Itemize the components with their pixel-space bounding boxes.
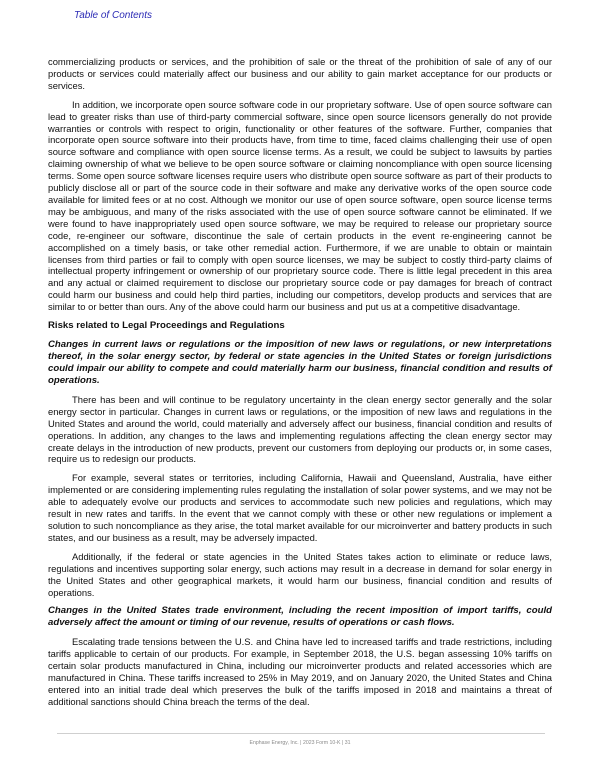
- paragraph-open-source: In addition, we incorporate open source software code in our proprietary software. Use of open source software can lead to greater risks than use of third-party commercial software, since open source licensors generally do not provide warranties or controls with respect to origin, functionality or other features of the software. Further, companies that incorporate open source software into their products have, from time to time, faced claims challenging their use of open source software and compliance with open source license terms. As a result, we could be subject to lawsuits by parties claiming ownership of what we believe to be open source software or claiming noncompliance with open source licensing terms. Some open source software licenses require users who distribute open source software as part of their products to publicly disclose all or part of the source code in their software and make any derivative works of the open source code available for limited fees or at no cost. Although we monitor our use of open source software, open source license terms may be ambiguous, and many of the risks associated with the use of open source software cannot be eliminated. If we were found to have inappropriately used open source software, we may be required to release our proprietary source code, re-engineer our software, discontinue the sale of certain products in the event re-engineering cannot be accomplished on a timely basis, or take other remedial action. Furthermore, if we are unable to obtain or maintain licenses from third parties or fail to comply with open source licenses, we may be subject to costly third-party claims of intellectual property infringement or ownership of our proprietary source code. There is little legal precedent in this area and any actual or claimed requirement to disclose our proprietary source code or pay damages for breach of contract could harm our business and could help third parties, including our competitors, develop products and services that are similar to or better than ours. Any of the above could harm our business and put us at a competitive disadvantage.: [48, 98, 552, 313]
- paragraph-continuation: commercializing products or services, and the prohibition of sale or the threat of the prohibition of sale of any of our products or services could materially affect our business and our ability to gain market acceptance for our products or services.: [48, 56, 552, 91]
- document-body: [48, 56, 552, 715]
- paragraph-state-rules-example: For example, several states or territories, including California, Hawaii and Queensland, Australia, have either implemented or are considering implementing rules regulating the installation of solar power systems, and we may not be able to adequately evolve our products and services to accommodate such new policies and regulations, which may result in new rates and tariffs. In the event that we cannot comply with these or other new regulations or implement a solution to such noncompliance as they arise, the total market available for our microinverter and battery products in such states, and our business as a result, may be adversely impacted.: [48, 472, 552, 543]
- risk-heading-trade-environment: Changes in the United States trade environment, including the recent imposition of import tariffs, could adversely affect the amount or timing of our revenue, results of operations or cash flows.: [48, 605, 552, 629]
- paragraph-trade-tensions: Escalating trade tensions between the U.S. and China have led to increased tariffs and trade restrictions, including tariffs applicable to certain of our products. For example, in September 2018, the U.S. began assessing 10% tariffs on certain solar products manufactured in China, including our microinverter products and related accessories which are manufactured in China. These tariffs increased to 25% in May 2019, and on January 2020, the United States and China entered into an initial trade deal which preserves the bulk of the tariffs imposed in 2018 and maintains a threat of additional sanctions should China breach the terms of the deal.: [48, 636, 552, 707]
- footer-divider: [57, 733, 545, 734]
- paragraph-federal-incentives: Additionally, if the federal or state agencies in the United States takes action to eliminate or reduce laws, regulations and incentives supporting solar energy, such actions may result in a decrease in demand for solar energy in the United States and other geographical markets, it would harm our business, financial condition and results of operations.: [48, 550, 552, 598]
- paragraph-regulatory-uncertainty: There has been and will continue to be regulatory uncertainty in the clean energy sector generally and the solar energy sector in particular. Changes in current laws or regulations, or the imposition of new laws and regulations in the United States and around the world, could materially and adversely affect our business, financial condition and results of operations. In addition, any changes to the laws and implementing regulations affecting the clean energy sector may create delays in the introduction of new products, prevent our customers from deploying our products or, in some cases, require us to redesign our products.: [48, 393, 552, 465]
- table-of-contents-link[interactable]: Table of Contents: [74, 10, 153, 21]
- risk-heading-laws-regulations: Changes in current laws or regulations or the imposition of new laws or regulations, or new interpretations thereof, in the solar energy sector, by federal or state agencies in the United States or foreign jurisdictions could impair our ability to compete and could materially harm our business, financial condition and results of operations.: [48, 338, 552, 386]
- section-heading-legal-regulations: Risks related to Legal Proceedings and Regulations: [48, 320, 285, 332]
- page-footer: Enphase Energy, Inc. | 2023 Form 10-K | 31: [249, 740, 351, 746]
